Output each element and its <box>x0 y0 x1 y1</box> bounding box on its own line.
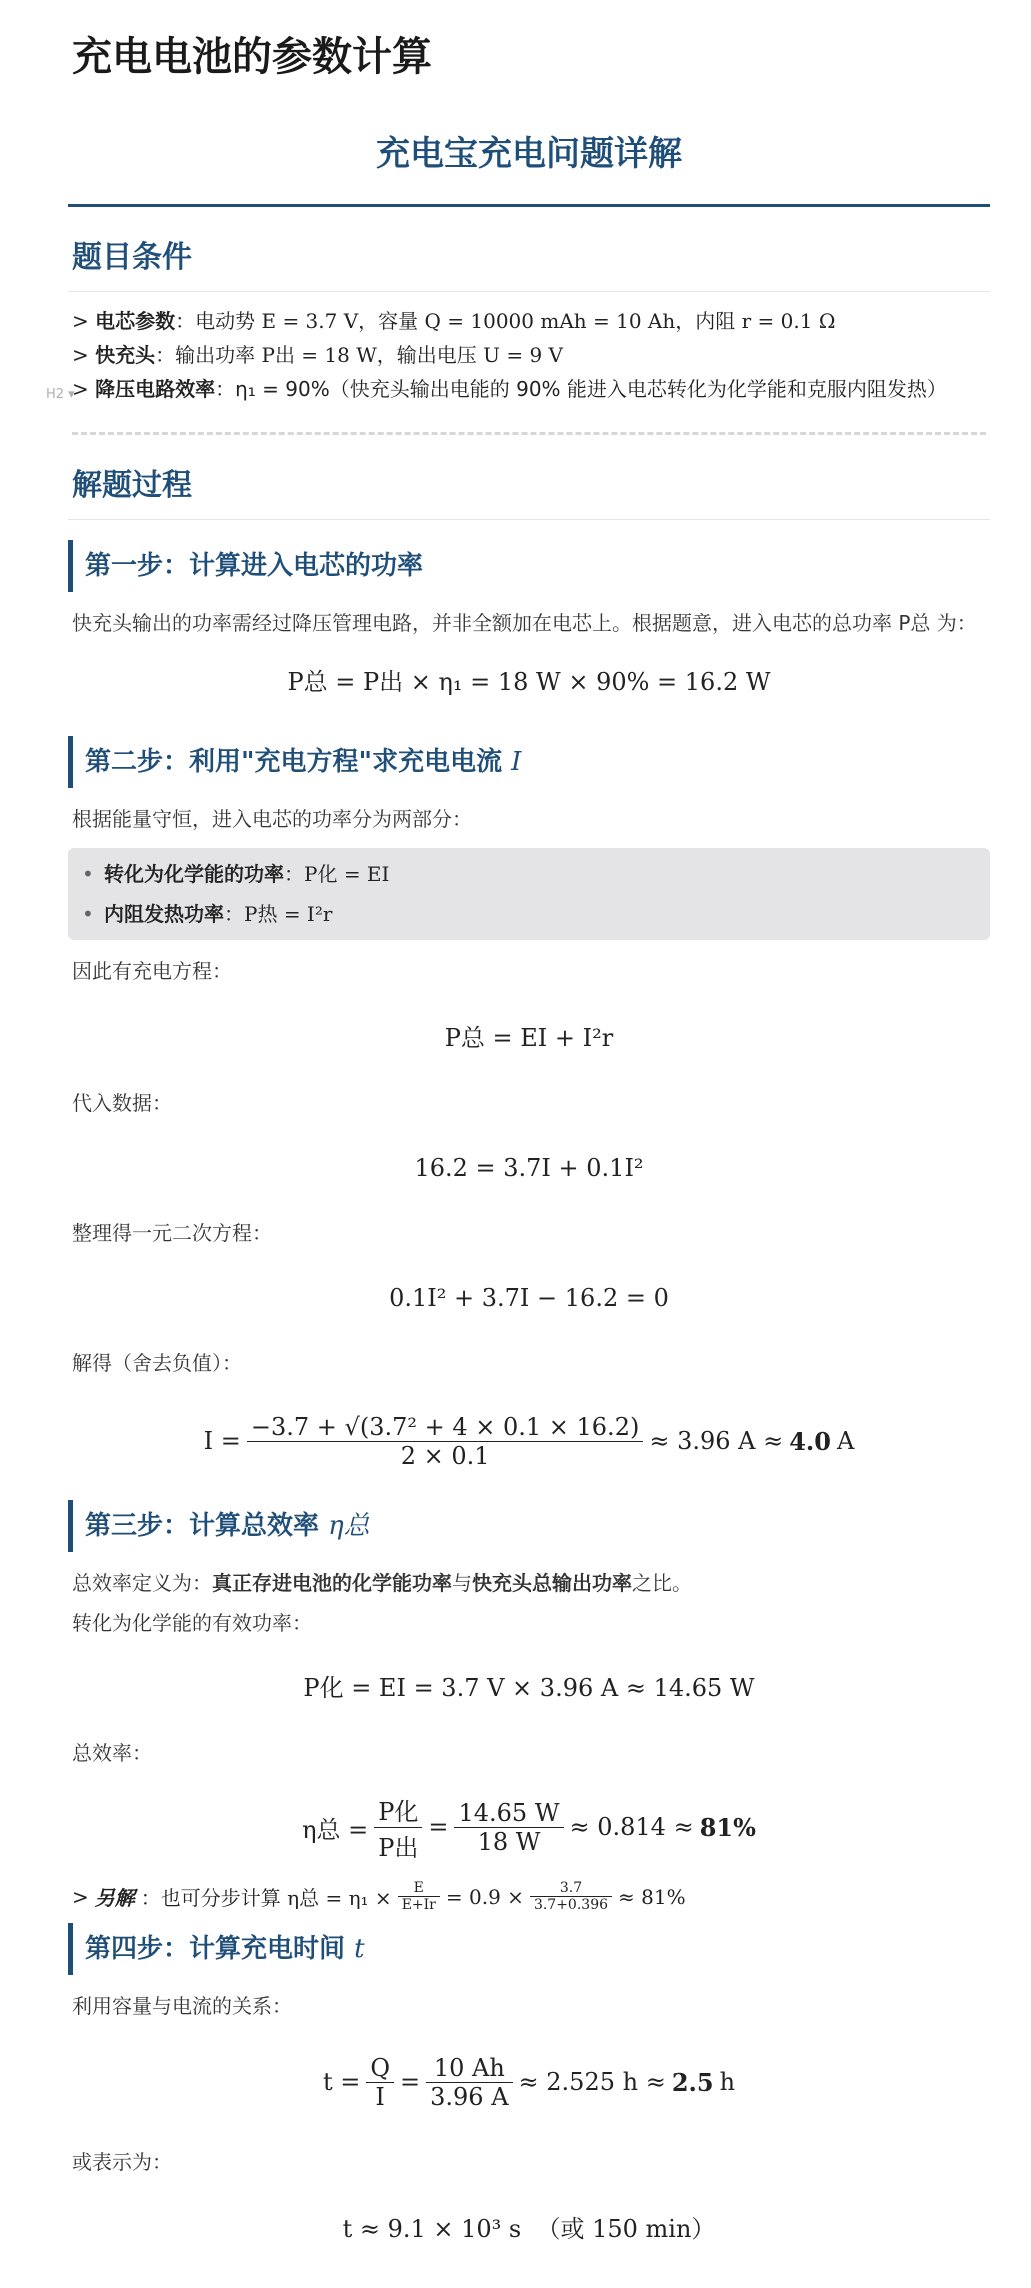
equation-rhs: ≈ 0.814 ≈ <box>569 1813 694 1841</box>
fraction-numerator: E <box>398 1880 440 1897</box>
section-divider <box>72 432 986 435</box>
text-fragment: 之比。 <box>632 1571 692 1595</box>
condition-item: H2 ▾ > 降压电路效率：η₁ = 90%（快充头输出电能的 90% 能进入电芯转化为化学能和克服内阻发热） <box>72 372 990 406</box>
list-item-label: 转化为化学能的功率 <box>104 862 284 886</box>
step2-heading <box>68 736 990 788</box>
fraction <box>366 2054 394 2111</box>
equation-rhs: ≈ 3.96 A ≈ <box>649 1427 784 1455</box>
fraction-numerator: 10 Ah <box>426 2054 512 2083</box>
power-split-list <box>68 848 990 940</box>
fraction-numerator: P化 <box>374 1792 422 1828</box>
alt-label: 另解 <box>94 1886 135 1910</box>
step4-paragraph: 利用容量与电流的关系： <box>72 1994 292 2018</box>
equals-sign: = <box>400 2068 421 2096</box>
fraction-numerator: −3.7 + √(3.7² + 4 × 0.1 × 16.2) <box>247 1413 643 1442</box>
equation-result: 4.0 <box>789 1426 831 1456</box>
step2-title: 第二步：利用"充电方程"求充电电流 <box>85 747 503 777</box>
equation-unit: h <box>719 2068 736 2096</box>
list-item-label: 内阻发热功率 <box>104 902 224 926</box>
condition-label: 电芯参数 <box>95 309 176 333</box>
step2-paragraph: 根据能量守恒，进入电芯的功率分为两部分： <box>72 807 472 831</box>
step4-title-variable: t <box>354 1934 365 1964</box>
main-title-rule <box>68 204 990 207</box>
step3-title: 第三步：计算总效率 <box>85 1511 320 1541</box>
list-item <box>82 894 990 934</box>
quadratic-equation: 0.1I² + 3.7I − 16.2 = 0 <box>389 1284 669 1312</box>
condition-text: ：电动势 E = 3.7 V，容量 Q = 10000 mAh = 10 Ah，内阻 r = 0.1 Ω <box>175 309 836 333</box>
equation-result: 2.5 <box>671 2067 714 2097</box>
fraction-denominator: 3.7+0.396 <box>533 1897 609 1913</box>
equation-lhs: η总 = <box>302 1815 369 1844</box>
condition-label: 快充头 <box>95 343 156 367</box>
solution-rule <box>68 519 990 520</box>
current-solution-equation <box>68 1406 990 1476</box>
time-equation <box>68 2047 990 2117</box>
solution-heading: 解题过程 <box>72 468 192 503</box>
step2-title-variable: I <box>511 747 522 777</box>
document <box>46 0 990 2251</box>
step2-paragraph: 因此有充电方程： <box>72 959 232 983</box>
text-fragment: 与 <box>452 1571 472 1595</box>
fraction-denominator: P出 <box>378 1833 419 1862</box>
fraction-numerator: 3.7 <box>530 1880 612 1897</box>
step3-title-variable: η总 <box>328 1511 370 1541</box>
equals-sign: = <box>428 1813 449 1841</box>
fraction-numerator: 14.65 W <box>454 1799 563 1828</box>
equation-rhs: ≈ 2.525 h ≈ <box>518 2068 666 2096</box>
conditions-heading: 题目条件 <box>72 240 192 275</box>
step1-equation: P总 = P出 × η₁ = 18 W × 90% = 16.2 W <box>287 668 771 696</box>
list-item <box>82 854 990 894</box>
equation-lhs: I = <box>203 1427 241 1455</box>
fraction <box>374 1792 422 1863</box>
fraction <box>398 1880 440 1913</box>
step1-title: 第一步：计算进入电芯的功率 <box>85 551 424 581</box>
fraction-denominator: 18 W <box>477 1827 541 1856</box>
condition-text: ：输出功率 P出 = 18 W，输出电压 U = 9 V <box>155 343 563 367</box>
fraction-denominator: 2 × 0.1 <box>400 1441 490 1470</box>
alt-text: ≈ 81% <box>618 1884 686 1909</box>
heading-level-hint[interactable]: H2 ▾ <box>46 387 75 402</box>
step4-heading <box>68 1923 990 1975</box>
step2-paragraph: 解得（舍去负值）： <box>72 1351 242 1375</box>
equation-lhs: t = <box>322 2068 361 2096</box>
fraction <box>247 1413 643 1470</box>
quote-marker: > <box>72 1884 89 1909</box>
efficiency-equation <box>68 1792 990 1862</box>
fraction-denominator: E+Ir <box>401 1897 436 1913</box>
alternative-solution <box>72 1880 990 1913</box>
fraction-denominator: 3.96 A <box>430 2082 509 2111</box>
step2-paragraph: 代入数据： <box>72 1091 172 1115</box>
step4-paragraph: 或表示为： <box>72 2150 172 2174</box>
condition-label: 降压电路效率 <box>95 377 216 401</box>
fraction <box>454 1799 563 1856</box>
step3-paragraph: 转化为化学能的有效功率： <box>72 1611 312 1635</box>
substituted-equation: 16.2 = 3.7I + 0.1I² <box>414 1154 644 1182</box>
step3-paragraph <box>72 1568 990 1598</box>
list-item-text: ：P热 = I²r <box>224 902 333 926</box>
equation-unit: A <box>836 1427 855 1455</box>
main-title: 充电宝充电问题详解 <box>376 134 682 174</box>
conditions-list <box>46 304 990 406</box>
condition-text: ：η₁ = 90%（快充头输出电能的 90% 能进入电芯转化为化学能和克服内阻发热） <box>215 377 947 401</box>
list-item-text: ：P化 = EI <box>284 862 390 886</box>
step1-heading <box>68 540 990 592</box>
time-seconds-equation: t ≈ 9.1 × 10³ s （或 150 min） <box>342 2215 716 2243</box>
chemical-power-equation: P化 = EI = 3.7 V × 3.96 A ≈ 14.65 W <box>303 1674 755 1702</box>
fraction-denominator: I <box>375 2082 385 2111</box>
fraction <box>426 2054 512 2111</box>
text-fragment: 总效率定义为： <box>72 1571 212 1595</box>
step3-heading <box>68 1500 990 1552</box>
emphasis: 真正存进电池的化学能功率 <box>212 1571 452 1595</box>
alt-text: = 0.9 × <box>445 1884 524 1909</box>
condition-item: > 快充头：输出功率 P出 = 18 W，输出电压 U = 9 V <box>72 343 563 367</box>
step3-paragraph: 总效率： <box>72 1741 152 1765</box>
alt-text: ：也可分步计算 η总 = η₁ × <box>140 1886 392 1910</box>
step4-title: 第四步：计算充电时间 <box>85 1934 346 1964</box>
fraction <box>530 1880 612 1913</box>
charging-equation: P总 = EI + I²r <box>444 1024 614 1052</box>
document-title: 充电电池的参数计算 <box>72 34 432 80</box>
equation-result: 81% <box>699 1812 756 1842</box>
step2-paragraph: 整理得一元二次方程： <box>72 1221 272 1245</box>
emphasis: 快充头总输出功率 <box>472 1571 632 1595</box>
fraction-numerator: Q <box>366 2054 394 2083</box>
conditions-rule <box>68 291 990 292</box>
condition-item: > 电芯参数：电动势 E = 3.7 V，容量 Q = 10000 mAh = 10 Ah，内阻 r = 0.1 Ω <box>72 309 836 333</box>
step1-paragraph: 快充头输出的功率需经过降压管理电路，并非全额加在电芯上。根据题意，进入电芯的总功率 P总 为： <box>72 611 977 635</box>
